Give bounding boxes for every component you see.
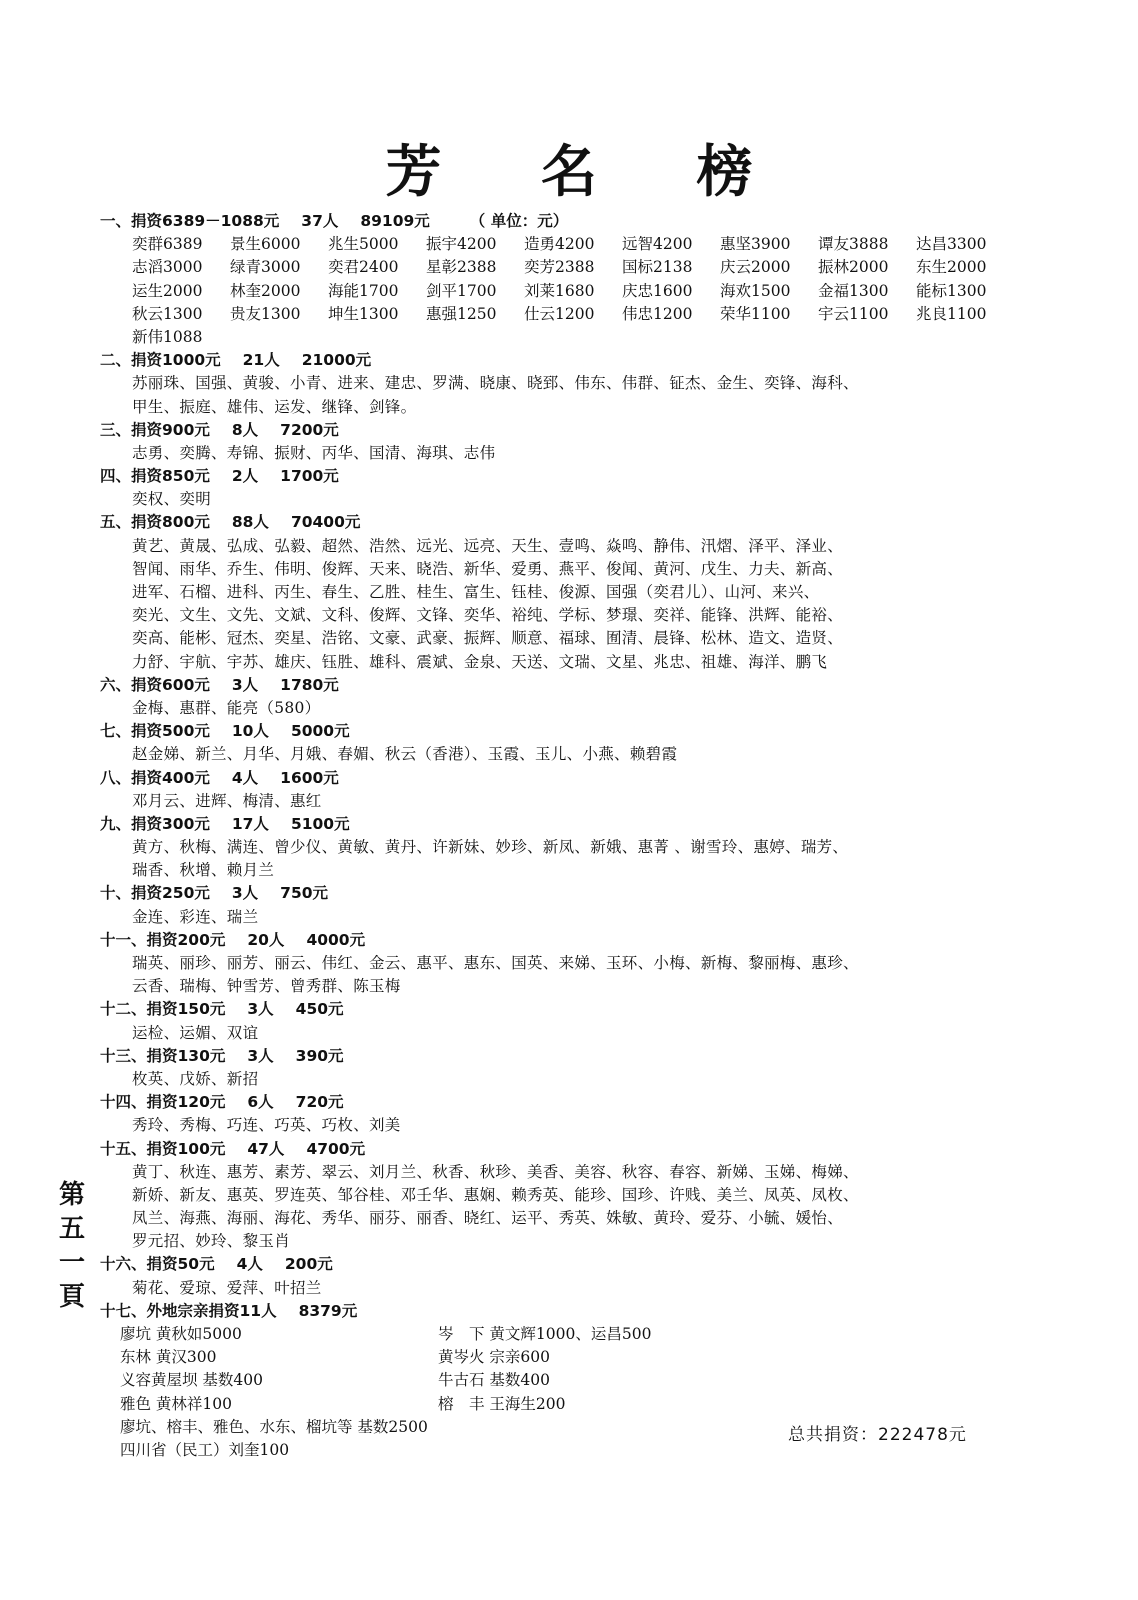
outside-row — [100, 1393, 1020, 1416]
tier-amount: 十五、捐资100元 — [100, 1139, 226, 1158]
outside-row — [100, 1369, 1020, 1392]
donor-entry: 运生2000 — [132, 281, 203, 300]
donor-entry: 坤生1300 — [328, 304, 399, 323]
tier-sum: 750元 — [280, 884, 329, 903]
tier-sum: 5000元 — [290, 722, 350, 741]
donor-entry: 星彰2388 — [426, 258, 497, 277]
tier-amount: 一、捐资6389－1088元 — [100, 212, 280, 230]
donor-entry: 林奎2000 — [230, 281, 301, 300]
tier-amount: 十二、捐资150元 — [100, 1000, 226, 1019]
donor-entry: 东生2000 — [916, 258, 987, 277]
donor-names-line: 奕权、奕明 — [132, 490, 212, 509]
donor-names-line: 罗元招、妙玲、黎玉肖 — [132, 1232, 291, 1251]
donor-entry: 景生6000 — [230, 235, 301, 254]
page-label-char: 第 — [58, 1180, 85, 1210]
tier-heading — [100, 674, 1020, 697]
outside-entry: 牛古石 基数400 — [438, 1371, 551, 1390]
tier-sum: 4700元 — [306, 1139, 366, 1158]
donor-entry: 谭友3888 — [818, 235, 889, 254]
donor-names-line: 新娇、新友、惠英、罗连英、邹谷桂、邓壬华、惠娴、赖秀英、能珍、国珍、许贱、美兰、凤英、凤枚、 — [132, 1185, 859, 1204]
tier-amount: 五、捐资800元 — [100, 513, 210, 532]
donor-names-line: 金梅、惠群、能亮（580） — [132, 698, 321, 717]
donor-entry: 海能1700 — [328, 281, 399, 300]
page-title: 芳 名 榜 — [385, 139, 793, 205]
donor-names-line: 进军、石榴、进科、丙生、春生、乙胜、桂生、富生、钰桂、俊源、国强（奕君儿）、山河、来兴、 — [132, 583, 820, 601]
tier-sum: 1780元 — [280, 675, 339, 694]
tier-amount: 七、捐资500元 — [100, 722, 210, 741]
tier-people: 88人 — [231, 513, 269, 532]
tier-people: 47人 — [247, 1139, 285, 1158]
tier-heading — [100, 1253, 1020, 1276]
page-label-char: 頁 — [58, 1282, 85, 1312]
donor-entry: 奕芳2388 — [524, 258, 595, 277]
donor-entry: 宇云1100 — [818, 304, 889, 323]
donor-entry: 海欢1500 — [720, 281, 791, 300]
tier-sum: 5100元 — [290, 814, 350, 833]
donor-entry: 惠坚3900 — [720, 235, 791, 254]
donor-row — [100, 280, 1020, 303]
tier-amount: 十四、捐资120元 — [100, 1093, 226, 1112]
tier-heading — [100, 882, 1020, 905]
donor-names-line: 菊花、爱琼、爱萍、叶招兰 — [132, 1278, 322, 1297]
donor-names-line: 邓月云、进辉、梅清、惠红 — [132, 791, 322, 810]
page-label-char: 五 — [58, 1214, 85, 1244]
donor-names-line: 苏丽珠、国强、黄骏、小青、进来、建忠、罗满、晓康、晓郅、伟东、伟群、钲杰、金生、奕锋、海科、 — [132, 374, 859, 393]
tier-people: 4人 — [231, 768, 259, 787]
tier-people: 10人 — [231, 722, 269, 741]
tier-sum: 7200元 — [280, 420, 339, 439]
donor-row — [100, 326, 1020, 349]
tier-sum: 200元 — [284, 1255, 333, 1274]
donor-names-line: 赵金娣、新兰、月华、月娥、春媚、秋云（香港）、玉霞、玉儿、小燕、赖碧霞 — [132, 745, 678, 764]
tier-people: 3人 — [231, 884, 259, 903]
donor-names-line: 力舒、宇航、宇苏、雄庆、钰胜、雄科、震斌、金泉、天送、文瑞、文星、兆忠、祖雄、海洋、鹏飞 — [132, 652, 828, 671]
outside-entry: 义容黄屋坝 基数400 — [120, 1371, 264, 1390]
tier-heading — [100, 511, 1020, 534]
donor-names-line: 瑞英、丽珍、丽芳、丽云、伟红、金云、惠平、惠东、国英、来娣、玉环、小梅、新梅、黎丽梅、惠珍、 — [132, 954, 859, 972]
tier-heading — [100, 465, 1020, 488]
outside-entry: 雅色 黄林祥100 — [120, 1394, 233, 1413]
donor-entry: 造勇4200 — [524, 235, 595, 254]
donor-row — [100, 233, 1020, 256]
donor-entry: 荣华1100 — [720, 304, 791, 323]
page-label-char: 一 — [58, 1248, 85, 1278]
tier-heading — [100, 813, 1020, 836]
donor-entry: 庆云2000 — [720, 258, 791, 277]
tier-people: 2人 — [231, 467, 259, 486]
tier-sum: 21000元 — [301, 351, 372, 370]
donor-entry: 国标2138 — [622, 258, 693, 277]
donor-names-line: 黄艺、黄晟、弘成、弘毅、超然、浩然、远光、远亮、天生、壹鸣、焱鸣、静伟、汛熠、泽平、泽业、 — [132, 536, 844, 555]
tier-sum: 70400元 — [290, 513, 361, 532]
donor-names-line: 瑞香、秋增、赖月兰 — [132, 861, 275, 880]
donor-names-line: 秀玲、秀梅、巧连、巧英、巧枚、刘美 — [132, 1116, 401, 1135]
donor-names-line: 奕高、能彬、冠杰、奕星、浩铭、文豪、武豪、振辉、顺意、福球、囿清、晨锋、松林、造文、造贤、 — [132, 629, 844, 648]
tier-sum: 720元 — [295, 1093, 344, 1112]
tier-heading — [100, 1045, 1020, 1068]
donor-entry: 振林2000 — [818, 258, 889, 277]
tier-people: 6人 — [247, 1093, 274, 1112]
donor-entry: 奕群6389 — [132, 235, 203, 254]
donor-entry: 秋云1300 — [132, 304, 203, 323]
outside-entry: 廖坑 黄秋如5000 — [120, 1325, 242, 1343]
tier-people: 37人 — [301, 212, 339, 230]
donor-names-line: 奕光、文生、文先、文斌、文科、俊辉、文锋、奕华、裕纯、学标、梦璟、奕祥、能锋、洪辉、能裕、 — [132, 606, 844, 625]
tier-sum: 450元 — [295, 1000, 344, 1019]
tier-sum: 4000元 — [306, 930, 366, 949]
donor-entry: 绿青3000 — [230, 258, 301, 277]
tier-heading — [100, 1300, 1020, 1323]
donor-entry: 庆忠1600 — [622, 281, 693, 300]
donor-entry: 新伟1088 — [132, 327, 203, 346]
outside-row — [100, 1323, 1020, 1346]
donor-list — [100, 210, 1020, 1462]
tier-heading — [100, 998, 1020, 1021]
tier-heading — [100, 210, 1020, 233]
donor-entry: 远智4200 — [622, 235, 693, 254]
tier-heading — [100, 767, 1020, 790]
tier-people: 4人 — [236, 1255, 263, 1274]
outside-entry: 廖坑、榕丰、雅色、水东、榴坑等 基数2500 — [120, 1417, 428, 1436]
outside-entry: 东林 黄汉300 — [120, 1348, 217, 1367]
donor-names-line: 志勇、奕腾、寿锦、振财、丙华、国清、海琪、志伟 — [132, 443, 496, 462]
donor-row — [100, 303, 1020, 326]
tier-sum: 89109元 — [360, 212, 430, 230]
tier-amount: 十六、捐资50元 — [100, 1255, 215, 1274]
grand-total: 总共捐资：222478元 — [788, 1425, 967, 1445]
donor-entry: 振宇4200 — [426, 235, 497, 254]
donor-entry: 志滔3000 — [132, 258, 203, 277]
tier-heading — [100, 1138, 1020, 1161]
tier-amount: 九、捐资300元 — [100, 814, 210, 833]
donor-entry: 兆生5000 — [328, 235, 399, 254]
tier-people: 20人 — [247, 930, 285, 949]
donor-names-line: 运检、运媚、双谊 — [132, 1023, 259, 1042]
tier-amount: 六、捐资600元 — [100, 675, 210, 694]
tier-heading — [100, 720, 1020, 743]
donor-entry: 达昌3300 — [916, 235, 987, 254]
page-number-vertical — [52, 1178, 92, 1314]
tier-amount: 三、捐资900元 — [100, 420, 210, 439]
donor-names-line: 黄方、秋梅、满连、曾少仪、黄敏、黄丹、许新妹、妙珍、新凤、新娥、惠菁 、谢雪玲、惠婷、瑞芳、 — [132, 838, 849, 857]
donor-entry: 惠强1250 — [426, 304, 497, 323]
tier-people: 3人 — [247, 1000, 274, 1019]
outside-entry: 岑 下 黄文辉1000、运昌500 — [438, 1325, 652, 1343]
donor-entry: 奕君2400 — [328, 258, 399, 277]
tier-people: 21人 — [242, 351, 280, 370]
donor-entry: 仕云1200 — [524, 304, 595, 323]
donor-entry: 兆良1100 — [916, 304, 987, 323]
tier-amount: 十一、捐资200元 — [100, 930, 226, 949]
unit-note: （ 单位：元） — [469, 212, 569, 230]
donor-entry: 金福1300 — [818, 281, 889, 300]
donor-names-line: 甲生、振庭、雄伟、运发、继锋、剑锋。 — [132, 397, 417, 416]
tier-amount: 四、捐资850元 — [100, 467, 210, 486]
tier-sum: 1600元 — [280, 768, 339, 787]
tier-people: 17人 — [231, 814, 269, 833]
tier-people: 3人 — [231, 675, 259, 694]
donor-names-line: 凤兰、海燕、海丽、海花、秀华、丽芬、丽香、晓红、运平、秀英、姝敏、黄玲、爱芬、小毓、媛怡、 — [132, 1209, 844, 1228]
tier-amount: 十、捐资250元 — [100, 884, 210, 903]
tier-people: 8人 — [231, 420, 259, 439]
tier-amount: 十三、捐资130元 — [100, 1046, 226, 1065]
tier-sum: 1700元 — [280, 467, 339, 486]
donor-names-line: 枚英、戊娇、新招 — [132, 1069, 259, 1088]
outside-row — [100, 1346, 1020, 1369]
donor-row — [100, 256, 1020, 279]
tier-sum: 390元 — [295, 1046, 344, 1065]
outside-sum: 8379元 — [298, 1301, 358, 1320]
donor-entry: 剑平1700 — [426, 281, 497, 300]
donor-names-line: 云香、瑞梅、钟雪芳、曾秀群、陈玉梅 — [132, 977, 401, 996]
donor-names-line: 金连、彩连、瑞兰 — [132, 907, 259, 926]
tier-heading — [100, 929, 1020, 952]
outside-entry: 黄岑火 宗亲600 — [438, 1348, 551, 1367]
donor-entry: 贵友1300 — [230, 304, 301, 323]
donor-entry: 伟忠1200 — [622, 304, 693, 323]
outside-heading: 十七、外地宗亲捐资11人 — [100, 1301, 277, 1320]
tier-people: 3人 — [247, 1046, 274, 1065]
outside-entry: 四川省（民工）刘奎100 — [120, 1440, 290, 1459]
outside-entry: 榕 丰 王海生200 — [438, 1394, 566, 1413]
tier-amount: 二、捐资1000元 — [100, 351, 221, 370]
tier-amount: 八、捐资400元 — [100, 768, 210, 787]
tier-heading — [100, 1091, 1020, 1114]
donor-names-line: 智闻、雨华、乔生、伟明、俊辉、天来、晓浩、新华、爱勇、燕平、俊闻、黄河、戊生、力夫、新高、 — [132, 559, 844, 578]
tier-heading — [100, 349, 1020, 372]
donor-names-line: 黄丁、秋连、惠芳、素芳、翠云、刘月兰、秋香、秋珍、美香、美容、秋容、春容、新娣、玉娣、梅娣、 — [132, 1162, 859, 1181]
donor-entry: 刘莱1680 — [524, 281, 595, 300]
tier-heading — [100, 419, 1020, 442]
donor-entry: 能标1300 — [916, 281, 987, 300]
